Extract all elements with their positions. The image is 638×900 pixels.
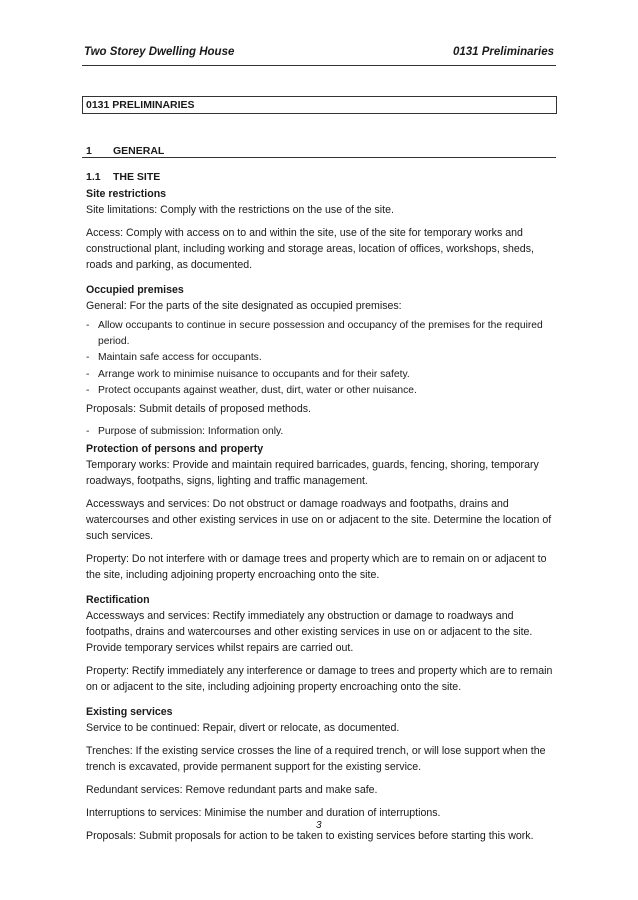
paragraph: Proposals: Submit details of proposed methods. bbox=[86, 402, 311, 415]
heading-general bbox=[86, 145, 164, 157]
paragraph: Interruptions to services: Minimise the number and duration of interruptions. bbox=[86, 807, 441, 819]
paragraph: Trenches: If the existing service crosses the line of a required trench, or will lose support when the trench is excavated, provide permanent support for the existing service. bbox=[86, 745, 546, 773]
heading-title: THE SITE bbox=[113, 171, 161, 183]
list-item: - Allow occupants to continue in secure possession and occupancy of the premises for the required period. bbox=[86, 318, 558, 349]
heading-divider bbox=[82, 157, 556, 158]
bullet-list bbox=[86, 318, 558, 399]
paragraph: Access: Comply with access on to and within the site, use of the site for temporary works and constructional plant, including working and storage areas, location of offices, workshops, sheds, roads and parking, as documented. bbox=[86, 227, 534, 271]
paragraph: Accessways and services: Rectify immediately any obstruction or damage to roadways and footpaths, drains and watercourses and other existing services in use on or adjacent to the site. Provide temporary services whilst repairs are carried out. bbox=[86, 610, 533, 654]
heading-the-site bbox=[86, 171, 160, 183]
paragraph: Site limitations: Comply with the restrictions on the use of the site. bbox=[86, 204, 394, 216]
heading-number: 1.1 bbox=[86, 171, 101, 183]
paragraph: Proposals: Submit proposals for action to be taken to existing services before starting this work. bbox=[86, 830, 534, 842]
document-body bbox=[86, 186, 558, 851]
list-item: - Arrange work to minimise nuisance to occupants and for their safety. bbox=[86, 367, 558, 383]
paragraph: Temporary works: Provide and maintain required barricades, guards, fencing, shoring, temporary roadways, footpaths, signs, lighting and traffic management. bbox=[86, 459, 539, 487]
heading-number: 1 bbox=[86, 145, 92, 157]
list-item: - Maintain safe access for occupants. bbox=[86, 350, 558, 366]
subheading-rectification: Rectification bbox=[86, 594, 150, 606]
header-title: Two Storey Dwelling House bbox=[84, 46, 235, 58]
paragraph: Redundant services: Remove redundant parts and make safe. bbox=[86, 784, 378, 796]
paragraph: General: For the parts of the site designated as occupied premises: bbox=[86, 300, 402, 312]
subheading-occupied-premises: Occupied premises bbox=[86, 284, 184, 296]
list-item: - Protect occupants against weather, dust, dirt, water or other nuisance. bbox=[86, 383, 558, 399]
paragraph: Accessways and services: Do not obstruct or damage roadways and footpaths, drains and watercourses and other existing services in use on or adjacent to the site. Determine the location of such services. bbox=[86, 498, 552, 542]
paragraph: Property: Rectify immediately any interference or damage to trees and property which are to remain on or adjacent to the site, including adjoining property encroaching onto the site. bbox=[86, 665, 553, 693]
page-number: 3 bbox=[316, 820, 322, 831]
section-title-box: 0131 PRELIMINARIES bbox=[82, 96, 557, 114]
header-section: 0131 Preliminaries bbox=[452, 46, 554, 58]
subheading-site-restrictions: Site restrictions bbox=[86, 188, 167, 200]
bullet-list bbox=[86, 424, 558, 440]
header-divider bbox=[82, 65, 556, 66]
heading-title: GENERAL bbox=[113, 145, 165, 157]
paragraph: Service to be continued: Repair, divert or relocate, as documented. bbox=[86, 722, 400, 734]
list-item: - Purpose of submission: Information only. bbox=[86, 424, 558, 440]
subheading-existing-services: Existing services bbox=[86, 706, 173, 718]
paragraph: Property: Do not interfere with or damage trees and property which are to remain on or adjacent to the site, including adjoining property encroaching onto the site. bbox=[86, 553, 547, 581]
subheading-protection: Protection of persons and property bbox=[86, 443, 264, 455]
